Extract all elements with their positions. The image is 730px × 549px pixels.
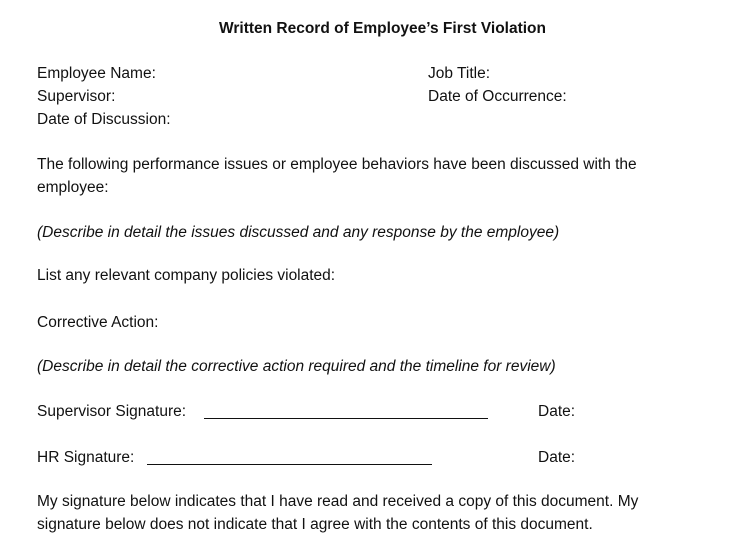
hr-signature-label: HR Signature: — [37, 449, 135, 466]
issues-intro-line-1: The following performance issues or employee behaviors have been discussed with the — [37, 156, 637, 173]
hr-signature-line[interactable] — [147, 464, 432, 465]
date-of-occurrence-label: Date of Occurrence: — [428, 88, 567, 105]
employee-name-label: Employee Name: — [37, 65, 156, 82]
supervisor-label: Supervisor: — [37, 88, 116, 105]
corrective-action-label: Corrective Action: — [37, 314, 159, 331]
hr-date-label: Date: — [538, 449, 576, 466]
date-of-discussion-label: Date of Discussion: — [37, 111, 171, 128]
supervisor-signature-label: Supervisor Signature: — [37, 403, 187, 420]
supervisor-signature-line[interactable] — [204, 418, 488, 419]
issues-intro-line-2: employee: — [37, 179, 109, 196]
policies-violated-label: List any relevant company policies violated: — [37, 267, 336, 284]
job-title-label: Job Title: — [428, 65, 491, 82]
issues-instruction: (Describe in detail the issues discussed and any response by the employee) — [37, 224, 560, 241]
acknowledgement-line-2: signature below does not indicate that I agree with the contents of this document. — [37, 516, 593, 533]
document-title: Written Record of Employee’s First Violation — [219, 20, 546, 37]
supervisor-date-label: Date: — [538, 403, 576, 420]
acknowledgement-line-1: My signature below indicates that I have read and received a copy of this document. My — [37, 493, 639, 510]
corrective-action-instruction: (Describe in detail the corrective action required and the timeline for review) — [37, 358, 556, 375]
